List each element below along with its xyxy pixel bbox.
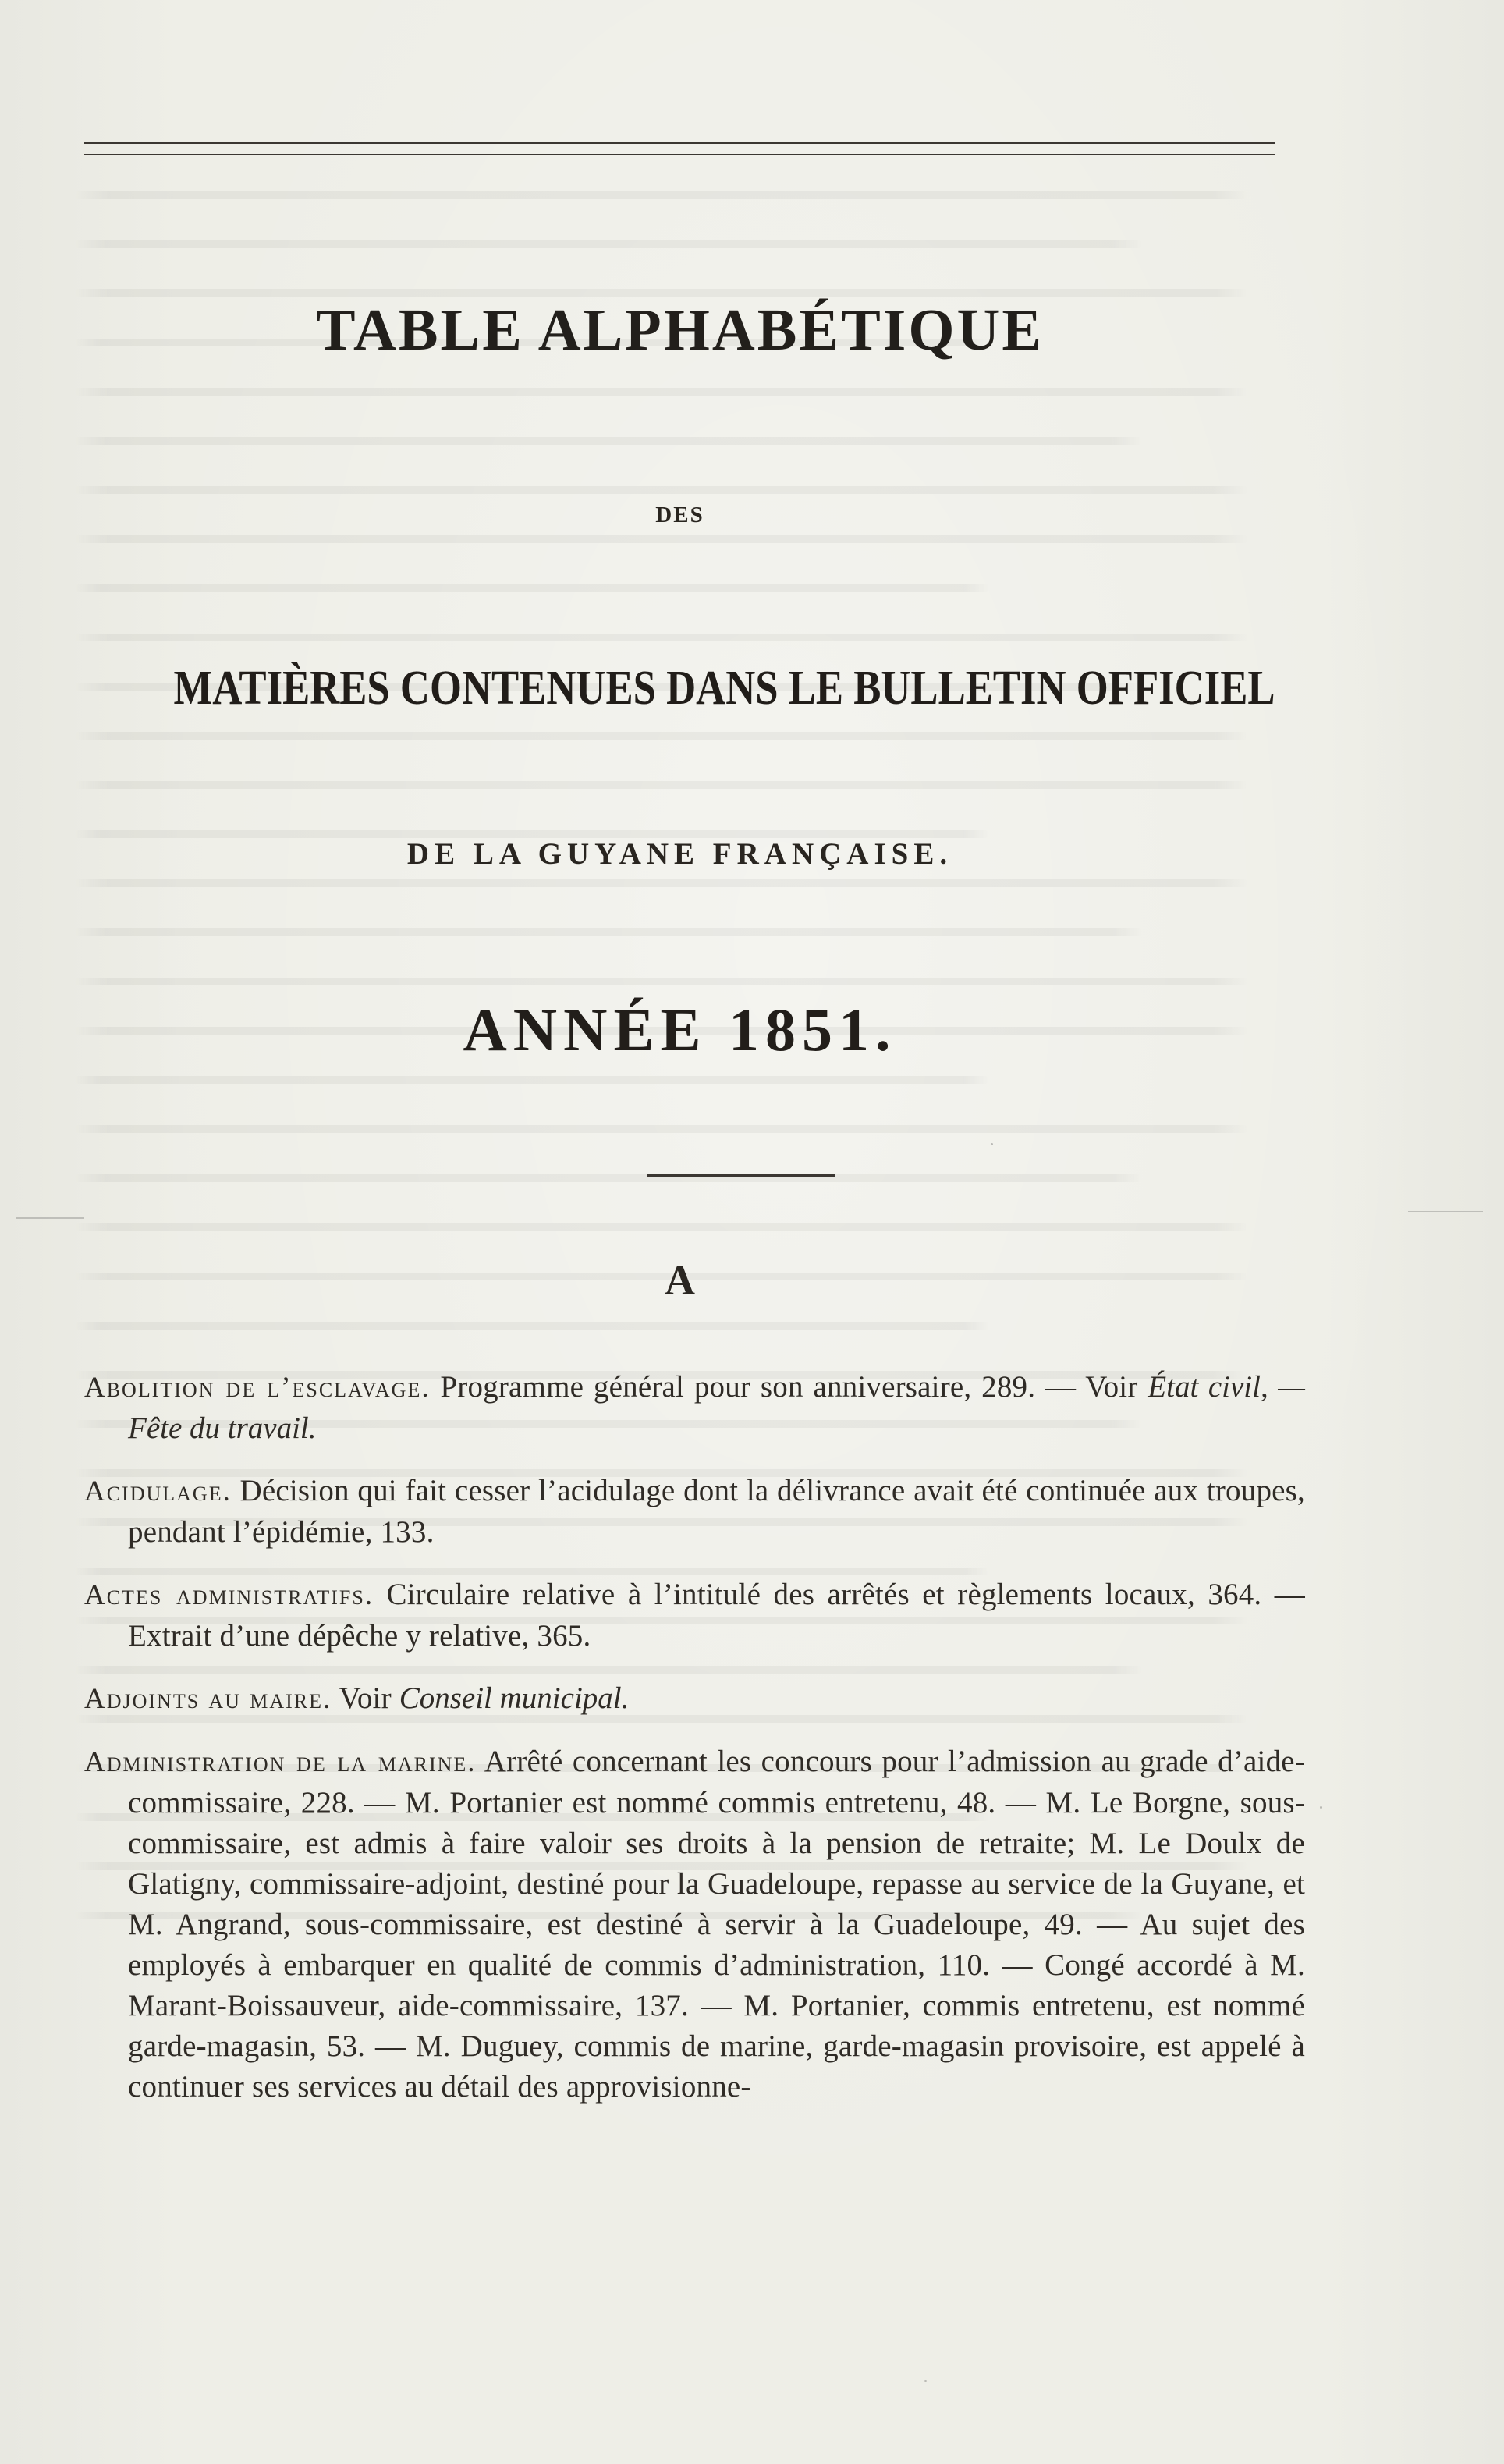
top-rule <box>84 142 1275 144</box>
index-entry <box>84 1575 1305 1656</box>
entry-reference: État civil, — Fête du travail. <box>128 1370 1305 1445</box>
paper-speck <box>991 1143 993 1145</box>
des-label: DES <box>655 502 704 527</box>
top-rule-secondary <box>84 154 1275 155</box>
index-entry <box>84 1741 1305 2107</box>
entry-text: Programme général pour son anniversaire, 289. — Voir <box>430 1370 1148 1404</box>
index-entries <box>84 1367 1305 2129</box>
index-entry <box>84 1471 1305 1553</box>
region-title: DE LA GUYANE FRANÇAISE. <box>406 837 953 871</box>
subtitle: MATIÈRES CONTENUES DANS LE BULLETIN OFFICIEL <box>173 662 1275 715</box>
entry-text: Voir <box>332 1681 399 1715</box>
page-title: TABLE ALPHABÉTIQUE <box>315 297 1045 363</box>
entry-heading: Actes administratifs. <box>84 1579 374 1611</box>
section-letter: A <box>665 1257 695 1304</box>
index-entry <box>84 1678 1305 1720</box>
index-entry <box>84 1367 1305 1449</box>
entry-text: Décision qui fait cesser l’acidulage dont la délivrance avait été continuée aux troupes, pendant l’épidémie, 133. <box>128 1474 1305 1549</box>
right-edge-mark <box>1408 1211 1483 1212</box>
entry-heading: Abolition de l’esclavage. <box>84 1372 431 1404</box>
entry-heading: Adjoints au maire. <box>84 1683 332 1715</box>
title-block <box>84 297 1275 872</box>
left-edge-mark <box>16 1217 84 1219</box>
entry-text: Circulaire relative à l’intitulé des arrêtés et règlements locaux, 364. — Extrait d’une dépêche y relative, 365. <box>128 1578 1306 1653</box>
section-divider <box>647 1174 835 1177</box>
entry-reference: Conseil municipal. <box>399 1681 630 1715</box>
paper-speck <box>924 2380 927 2382</box>
paper-speck <box>1320 1806 1322 1809</box>
entry-heading: Administration de la marine. <box>84 1746 477 1778</box>
year-title: ANNÉE 1851. <box>463 996 897 1063</box>
entry-text: Arrêté concernant les concours pour l’admission au grade d’aide-commissaire, 228. — M. Portanier est nommé commis entretenu, 48. — M. Le Borgne, sous-commissaire, est admis à faire valoir ses droits à la pension de retraite; M. Le Doulx de Glatigny, commissaire-adjoint, destiné pour la Guadeloupe, repasse au service de la Guyane, et M. Angrand, sous-commissaire, est destiné à servir à la Guadeloupe, 49. — Au sujet des employés à embarquer en qualité de commis d’administration, 110. — Congé accordé à M. Marant-Boissauveur, aide-commissaire, 137. — M. Portanier, commis entretenu, est nommé garde-magasin, 53. — M. Duguey, commis de marine, garde-magasin provisoire, est appelé à continuer ses services au détail des approvisionne- <box>128 1745 1305 2104</box>
entry-heading: Acidulage. <box>84 1475 232 1507</box>
